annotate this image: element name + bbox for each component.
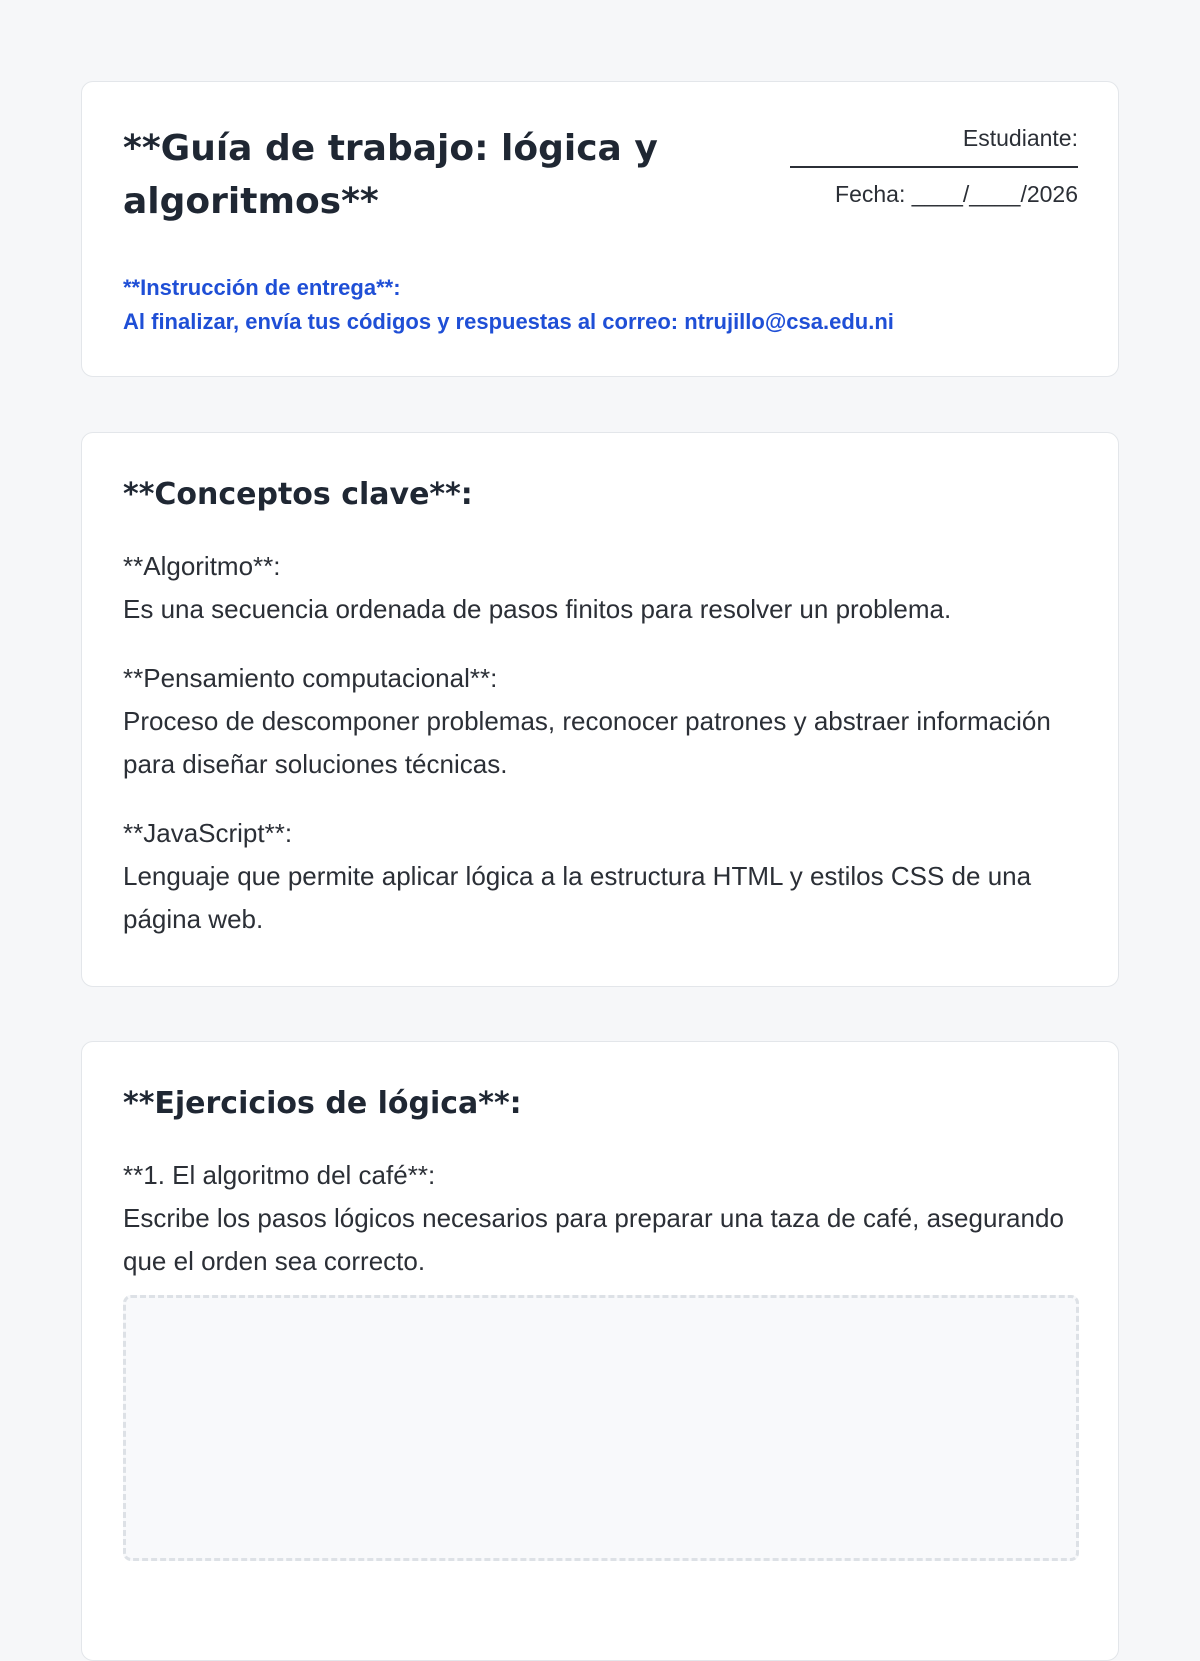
concept-term: **Pensamiento computacional**:	[123, 663, 498, 693]
delivery-text: Al finalizar, envía tus códigos y respuestas al correo: ntrujillo@csa.edu.ni	[123, 309, 894, 334]
student-name-line[interactable]	[790, 166, 1078, 168]
concept-term: **JavaScript**:	[123, 818, 293, 848]
student-label: Estudiante:	[962, 125, 1078, 151]
concept-list	[123, 545, 1083, 967]
exercise-heading: **1. El algoritmo del café**:	[123, 1160, 436, 1190]
answer-box[interactable]	[123, 1295, 1079, 1561]
concepts-title: **Conceptos clave**:	[123, 477, 473, 512]
delivery-instructions	[123, 271, 894, 339]
header-card	[81, 81, 1119, 377]
exercise-item	[123, 1154, 1079, 1561]
exercises-title: **Ejercicios de lógica**:	[123, 1086, 522, 1121]
concept-item	[123, 657, 1083, 786]
student-info	[790, 124, 1078, 208]
page-title: **Guía de trabajo: lógica y algoritmos**	[123, 128, 658, 222]
concepts-card	[81, 432, 1119, 987]
date-label: Fecha: ____/____/2026	[835, 181, 1078, 207]
concept-definition: Proceso de descomponer problemas, reconocer patrones y abstraer información para diseñar soluciones técnicas.	[123, 706, 1051, 779]
concept-item	[123, 545, 1083, 631]
delivery-heading: **Instrucción de entrega**:	[123, 275, 401, 300]
concept-definition: Es una secuencia ordenada de pasos finitos para resolver un problema.	[123, 594, 952, 624]
concept-definition: Lenguaje que permite aplicar lógica a la estructura HTML y estilos CSS de una página web.	[123, 861, 1032, 934]
concept-term: **Algoritmo**:	[123, 551, 281, 581]
exercises-card	[81, 1041, 1119, 1661]
concept-item	[123, 812, 1083, 941]
exercise-prompt: Escribe los pasos lógicos necesarios para preparar una taza de café, asegurando que el orden sea correcto.	[123, 1203, 1064, 1276]
